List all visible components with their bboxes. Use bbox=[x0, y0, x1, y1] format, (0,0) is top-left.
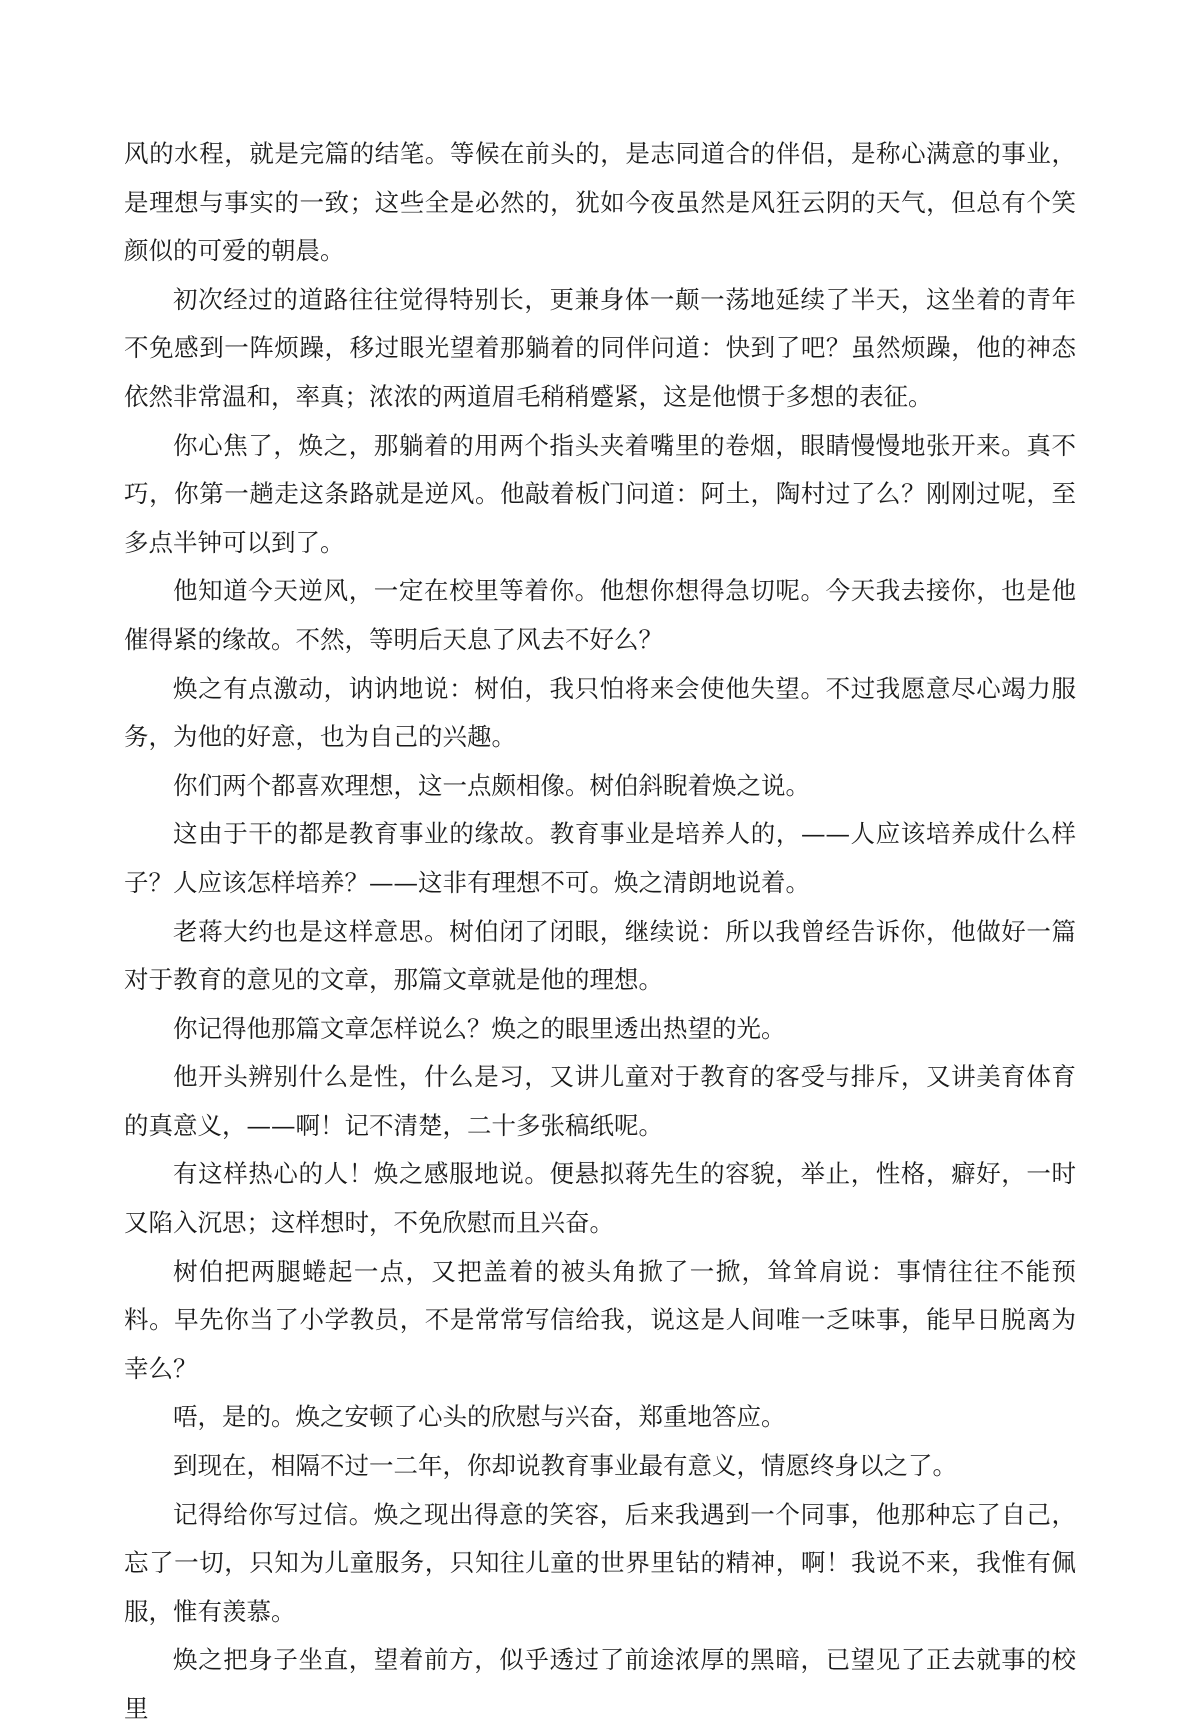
paragraph: 唔，是的。焕之安顿了心头的欣慰与兴奋，郑重地答应。 bbox=[173, 1402, 786, 1432]
paragraph: 风的水程，就是完篇的结笔。等候在前头的，是志同道合的伴侣，是称心满意的事业，是理想与事实的一致；这些全是必然的，犹如今夜虽然是风狂云阴的天气，但总有个笑颜似的可爱的朝晨。 bbox=[124, 139, 1076, 266]
paragraph: 这由于干的都是教育事业的缘故。教育事业是培养人的，——人应该培养成什么样子？人应该怎样培养？——这非有理想不可。焕之清朗地说着。 bbox=[124, 819, 1076, 897]
paragraph: 他知道今天逆风，一定在校里等着你。他想你想得急切呢。今天我去接你，也是他催得紧的缘故。不然，等明后天息了风去不好么？ bbox=[124, 576, 1076, 654]
paragraph: 老蒋大约也是这样意思。树伯闭了闭眼，继续说：所以我曾经告诉你，他做好一篇对于教育的意见的文章，那篇文章就是他的理想。 bbox=[124, 916, 1076, 995]
paragraph: 他开头辨别什么是性，什么是习，又讲儿童对于教育的客受与排斥，又讲美育体育的真意义，——啊！记不清楚，二十多张稿纸呢。 bbox=[124, 1062, 1076, 1140]
paragraph: 你心焦了，焕之，那躺着的用两个指头夹着嘴里的卷烟，眼睛慢慢地张开来。真不巧，你第一趟走这条路就是逆风。他敲着板门问道：阿土，陶村过了么？刚刚过呢，至多点半钟可以到了。 bbox=[124, 430, 1076, 557]
paragraph: 到现在，相隔不过一二年，你却说教育事业最有意义，情愿终身以之了。 bbox=[173, 1451, 957, 1481]
paragraph: 焕之把身子坐直，望着前方，似乎透过了前途浓厚的黑暗，已望见了正去就事的校里 bbox=[124, 1645, 1076, 1723]
paragraph: 树伯把两腿蜷起一点，又把盖着的被头角掀了一掀，耸耸肩说：事情往往不能预料。早先你当了小学教员，不是常常写信给我，说这是人间唯一乏味事，能早日脱离为幸么？ bbox=[124, 1256, 1076, 1383]
paragraph: 焕之有点激动，讷讷地说：树伯，我只怕将来会使他失望。不过我愿意尽心竭力服务，为他的好意，也为自己的兴趣。 bbox=[124, 673, 1076, 752]
paragraph: 记得给你写过信。焕之现出得意的笑容，后来我遇到一个同事，他那种忘了自己，忘了一切，只知为儿童服务，只知往儿童的世界里钻的精神，啊！我说不来，我惟有佩服，惟有羡慕。 bbox=[124, 1499, 1076, 1626]
paragraph: 初次经过的道路往往觉得特别长，更兼身体一颠一荡地延续了半天，这坐着的青年不免感到一阵烦躁，移过眼光望着那躺着的同伴问道：快到了吧？虽然烦躁，他的神态依然非常温和，率真；浓浓的两道眉毛稍稍蹙紧，这是他惯于多想的表征。 bbox=[124, 284, 1076, 411]
paragraph: 你记得他那篇文章怎样说么？焕之的眼里透出热望的光。 bbox=[173, 1013, 786, 1043]
paragraph: 有这样热心的人！焕之感服地说。便悬拟蒋先生的容貌，举止，性格，癖好，一时又陷入沉思；这样想时，不免欣慰而且兴奋。 bbox=[124, 1159, 1076, 1238]
paragraph: 你们两个都喜欢理想，这一点颇相像。树伯斜睨着焕之说。 bbox=[173, 770, 810, 800]
document-body bbox=[124, 130, 1076, 1734]
